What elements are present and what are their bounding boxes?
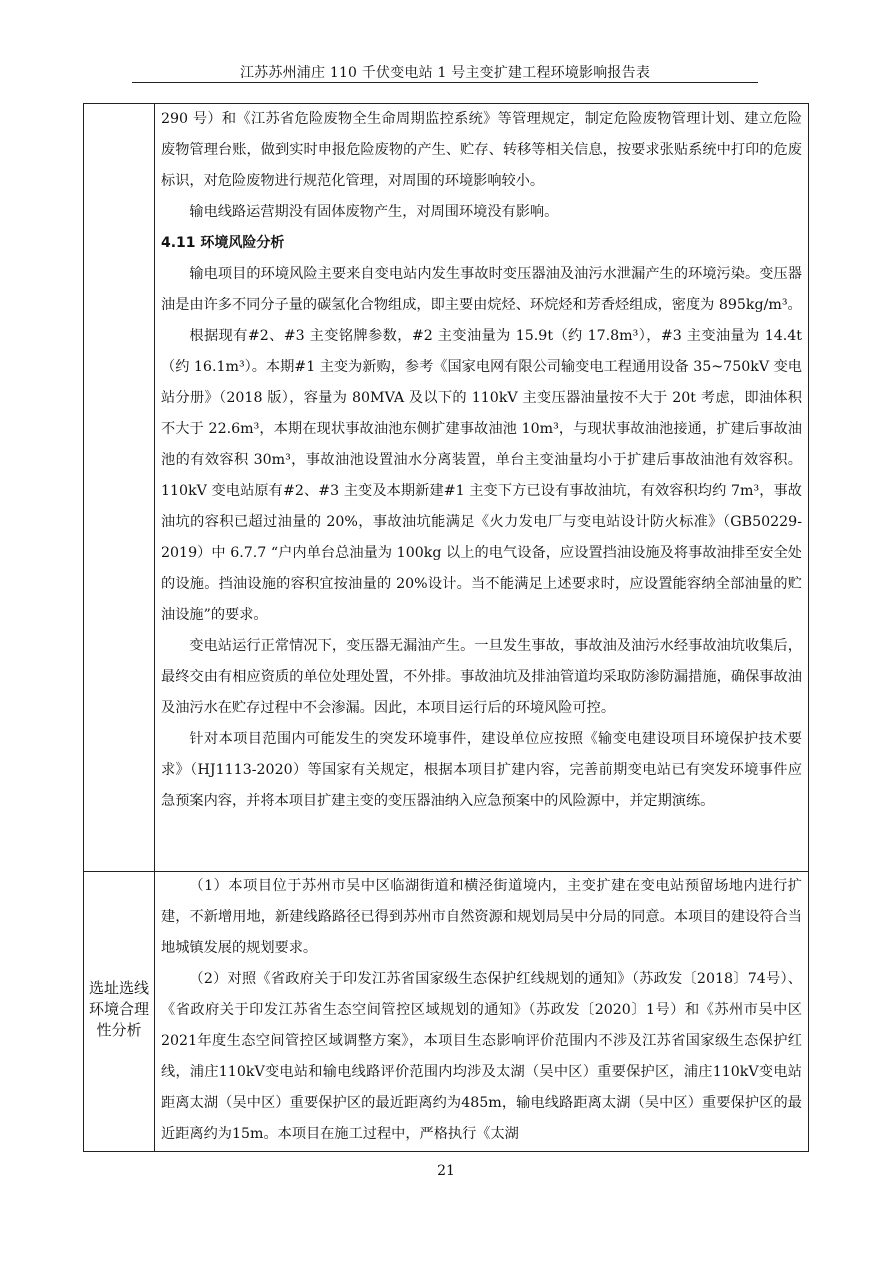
environment-impact-cell [161, 104, 802, 817]
oil-volume-paragraph: 根据现有#2、#3 主变铭牌参数，#2 主变油量为 15.9t（约 17.8m³），#3 主变油量为 14.4t（约 16.1m³）。本期#1 主变为新购，参考《国家电网有限公司输变电工程通用设备 35~750kV 变电站分册》（2018 版），容量为 80MVA 及以下的 110kV 主变压器油量按不大于 20t 考虑，即油体积不大于 22.6m³，本期在现状事故油池东侧扩建事故油池 10m³，与现状事故油池接通，扩建后事故油池的有效容积 30m³，事故油池设置油水分离装置，单台主变油量均小于扩建后事故油池有效容积。110kV 变电站原有#2、#3 主变及本期新建#1 主变下方已设有事故油坑，有效容积均约 7m³，事故油坑的容积已超过油量的 20%，事故油坑能满足《火力发电厂与变电站设计防火标准》（GB50229-2019）中 6.7.7 “户内单台总油量为 100kg 以上的电气设备，应设置挡油设施及将事故油排至安全处的设施。挡油设施的容积宜按油量的 20%设计。当不能满足上述要求时，应设置能容纳全部油量的贮油设施”的要求。 [161, 328, 802, 623]
emergency-plan-paragraph: 针对本项目范围内可能发生的突发环境事件，建设单位应按照《输变电建设项目环境保护技术要求》（HJ1113-2020）等国家有关规定，根据本项目扩建内容，完善前期变电站已有突发环境事件应急预案内容，并将本项目扩建主变的变压器油纳入应急预案中的风险源中，并定期演练。 [161, 731, 802, 809]
risk-source-paragraph: 输电项目的环境风险主要来自变电站内发生事故时变压器油及油污水泄漏产生的环境污染。变压器油是由许多不同分子量的碳氢化合物组成，即主要由烷烃、环烷烃和芳香烃组成，密度为 895kg/m³。 [161, 266, 802, 313]
site-location-paragraph: （1）本项目位于苏州市吴中区临湖街道和横泾街道境内，主变扩建在变电站预留场地内进行扩建，不新增用地，新建线路路径已得到苏州市自然资源和规划局吴中分局的同意。本项目的建设符合当地城镇发展的规划要求。 [161, 878, 802, 956]
page-header-title: 江苏苏州浦庄 110 千伏变电站 1 号主变扩建工程环境影响报告表 [239, 65, 651, 81]
hazardous-waste-paragraph: 290 号）和《江苏省危险废物全生命周期监控系统》等管理规定，制定危险废物管理计划、建立危险废物管理台账，做到实时申报危险废物的产生、贮存、转移等相关信息，按要求张贴系统中打印的危废标识，对危险废物进行规范化管理，对周围的环境影响较小。 [161, 111, 802, 189]
site-selection-cell [161, 871, 802, 1150]
ecological-redline-paragraph: （2）对照《省政府关于印发江苏省国家级生态保护红线规划的通知》（苏政发〔2018〕74号）、《省政府关于印发江苏省生态空间管控区域规划的通知》（苏政发〔2020〕1号）和《苏州市吴中区2021年度生态空间管控区域调整方案》，本项目生态影响评价范围内不涉及江苏省国家级生态保护红线，浦庄110kV变电站和输电线路评价范围内均涉及太湖（吴中区）重要保护区，浦庄110kV变电站距离太湖（吴中区）重要保护区的最近距离约为485m，输电线路距离太湖（吴中区）重要保护区的最近距离约为15m。本项目在施工过程中，严格执行《太湖 [161, 971, 802, 1142]
site-selection-row-label: 选址选线环境合理性分析 [88, 979, 149, 1039]
column-divider [154, 104, 155, 1151]
transmission-line-waste-paragraph: 输电线路运营期没有固体废物产生，对周围环境没有影响。 [189, 204, 559, 220]
header-rule [132, 82, 758, 83]
page-number: 21 [437, 1163, 455, 1179]
normal-operation-paragraph: 变电站运行正常情况下，变压器无漏油产生。一旦发生事故，事故油及油污水经事故油坑收集后，最终交由有相应资质的单位处理处置，不外排。事故油坑及排油管道均采取防渗防漏措施，确保事故油及油污水在贮存过程中不会渗漏。因此，本项目运行后的环境风险可控。 [161, 638, 802, 716]
section-heading-risk-analysis: 4.11 环境风险分析 [161, 235, 285, 251]
report-table [83, 103, 809, 1152]
